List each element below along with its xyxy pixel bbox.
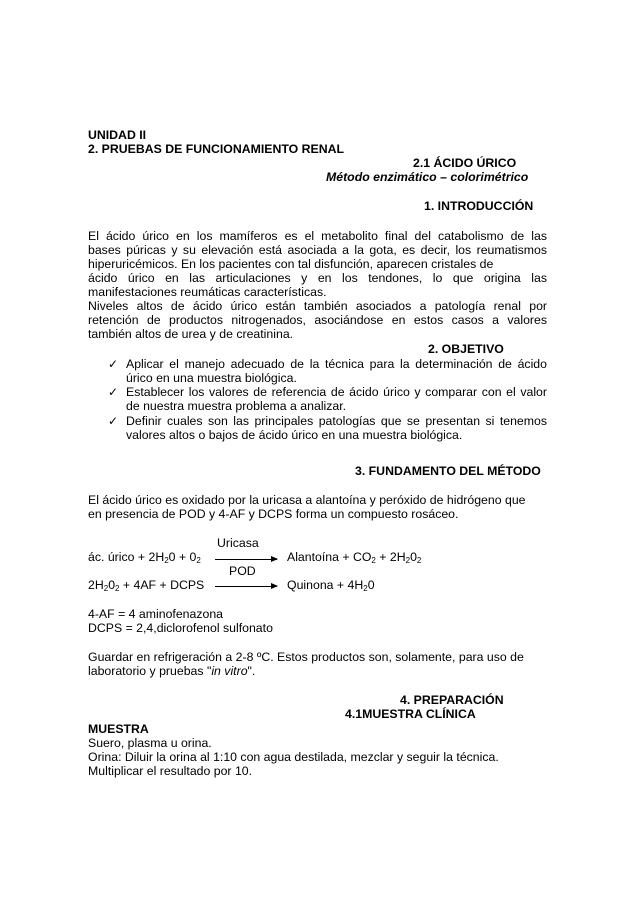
objective-heading: 2. OBJETIVO bbox=[428, 342, 504, 356]
storage-text-end: ". bbox=[247, 664, 256, 678]
objective-item-line: de nuestra muestra problema a analizar. bbox=[126, 399, 347, 413]
intro-line: Niveles altos de ácido úrico están también asociados a patología renal por bbox=[88, 299, 547, 313]
checkmark-icon: ✓ bbox=[108, 385, 119, 399]
checkmark-icon: ✓ bbox=[108, 357, 119, 371]
storage-line: Guardar en refrigeración a 2-8 ºC. Estos productos son, solamente, para uso de bbox=[88, 650, 524, 664]
intro-line: bases púricas y su elevación está asociada a la gota, es decir, los reumatismos bbox=[88, 243, 547, 257]
subtitle: 2.1 ÁCIDO ÚRICO bbox=[413, 156, 517, 170]
objective-item-line: Aplicar el manejo adecuado de la técnica para la determinación de ácido bbox=[126, 357, 547, 371]
intro-line: ácido úrico en las articulaciones y en los tendones, lo que origina las bbox=[88, 271, 547, 285]
reaction-arrow bbox=[215, 559, 277, 560]
intro-line: también altos de urea y de creatinina. bbox=[88, 327, 294, 341]
objective-item-line: úrico en una muestra biológica. bbox=[126, 371, 297, 385]
abbreviation-line: 4-AF = 4 aminofenazona bbox=[88, 607, 224, 621]
objective-item-line: Establecer los valores de referencia de ácido úrico y comparar con el valor bbox=[126, 385, 547, 399]
preparacion-heading: 4. PREPARACIÓN bbox=[400, 693, 504, 707]
method-label: Método enzimático – colorimétrico bbox=[326, 170, 529, 184]
reaction-2-products: Quinona + $4H_20$ bbox=[287, 578, 375, 593]
checkmark-icon: ✓ bbox=[108, 414, 119, 428]
reaction-1-products: Alantoína + $CO_2 + 2H_20_2$ bbox=[287, 550, 422, 565]
sample-line: Orina: Diluir la orina al 1:10 con agua destilada, mezclar y seguir la técnica. bbox=[88, 750, 499, 764]
sample-line: Multiplicar el resultado por 10. bbox=[88, 764, 253, 778]
storage-line bbox=[88, 664, 255, 678]
abbreviation-line: DCPS = 2,4,diclorofenol sulfonato bbox=[88, 621, 273, 635]
fundamento-heading: 3. FUNDAMENTO DEL MÉTODO bbox=[355, 464, 541, 478]
sample-heading: MUESTRA bbox=[88, 722, 149, 736]
unit-label: UNIDAD II bbox=[88, 128, 147, 142]
storage-italic: in vitro bbox=[211, 664, 248, 678]
objective-item-line: valores altos o bajos de ácido úrico en una muestra biológica. bbox=[126, 428, 463, 442]
preparacion-subheading: 4.1MUESTRA CLÍNICA bbox=[345, 707, 476, 721]
sample-line: Suero, plasma u orina. bbox=[88, 736, 212, 750]
reaction-1-reactants: ác. úrico + $2H_20 + 0_2$ bbox=[88, 550, 201, 565]
intro-line: El ácido úrico en los mamíferos es el metabolito final del catabolismo de las bbox=[88, 229, 547, 243]
intro-line: hiperuricémicos. En los pacientes con tal disfunción, aparecen cristales de bbox=[88, 257, 494, 271]
intro-line: manifestaciones reumáticas características. bbox=[88, 285, 327, 299]
enzyme-label-uricasa: Uricasa bbox=[217, 536, 259, 550]
intro-line: retención de productos nitrogenados, asociándose en estos casos a valores bbox=[88, 313, 547, 327]
section-title: 2. PRUEBAS DE FUNCIONAMIENTO RENAL bbox=[88, 142, 344, 156]
storage-text: laboratorio y pruebas " bbox=[88, 664, 212, 678]
fundamento-line: en presencia de POD y 4-AF y DCPS forma un compuesto rosáceo. bbox=[88, 507, 459, 521]
enzyme-label-pod: POD bbox=[229, 564, 256, 578]
intro-heading: 1. INTRODUCCIÓN bbox=[424, 199, 534, 213]
fundamento-line: El ácido úrico es oxidado por la uricasa a alantoína y peróxido de hidrógeno que bbox=[88, 493, 526, 507]
objective-item-line: Definir cuales son las principales patologías que se presentan si tenemos bbox=[126, 414, 547, 428]
reaction-2-reactants: $2H_20_2 + 4AF$ + DCPS bbox=[88, 578, 205, 593]
reaction-arrow bbox=[215, 586, 277, 587]
